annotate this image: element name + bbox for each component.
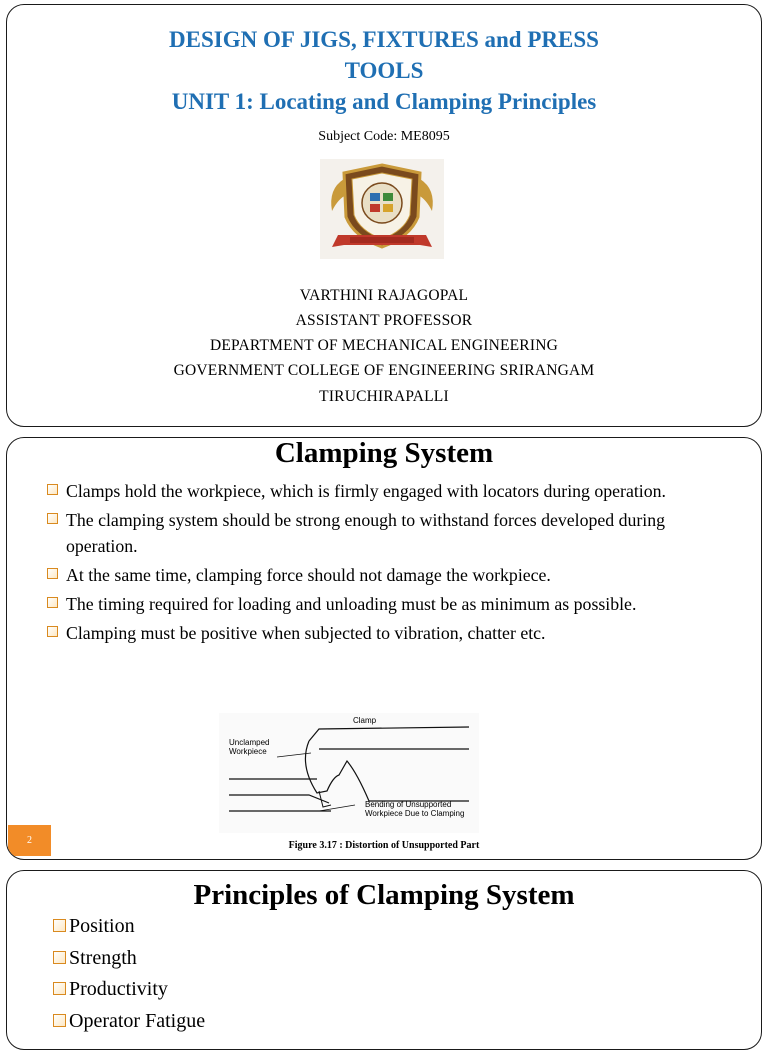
slide-title: Clamping System — [274, 437, 494, 469]
list-item: Productivity — [51, 974, 205, 1006]
checkbox-bullet-icon — [47, 597, 58, 608]
course-title-line1: DESIGN OF JIGS, FIXTURES and PRESS — [169, 27, 599, 52]
list-item: At the same time, clamping force should not damage the workpiece. — [45, 562, 705, 588]
checkbox-bullet-icon — [47, 626, 58, 637]
checkbox-bullet-icon — [47, 568, 58, 579]
author-department: DEPARTMENT OF MECHANICAL ENGINEERING — [210, 337, 558, 354]
list-item: Clamping must be positive when subjected to vibration, chatter etc. — [45, 620, 705, 646]
list-item: The timing required for loading and unloading must be as minimum as possible. — [45, 591, 705, 617]
label-bending: Bending of Unsupported — [365, 800, 452, 809]
label-workpiece: Workpiece — [229, 747, 267, 756]
subject-code: Subject Code: ME8095 — [318, 129, 450, 144]
distortion-figure — [219, 713, 479, 833]
author-designation: ASSISTANT PROFESSOR — [295, 312, 473, 329]
author-college: GOVERNMENT COLLEGE OF ENGINEERING SRIRANGAM — [173, 362, 595, 379]
principles-slide — [6, 870, 762, 1050]
label-unclamped: Unclamped — [229, 738, 270, 747]
checkbox-bullet-icon — [53, 1014, 66, 1027]
checkbox-bullet-icon — [53, 982, 66, 995]
bullet-list — [45, 478, 705, 649]
unit-title: UNIT 1: Locating and Clamping Principles — [171, 89, 597, 114]
list-item: Strength — [51, 943, 205, 975]
bullet-list — [51, 911, 205, 1037]
page-number: 2 — [8, 825, 51, 856]
clamping-system-slide — [6, 437, 762, 860]
author-city: TIRUCHIRAPALLI — [319, 388, 449, 405]
label-clamp: Clamp — [353, 716, 377, 725]
title-slide — [6, 4, 762, 427]
checkbox-bullet-icon — [47, 513, 58, 524]
list-item: Operator Fatigue — [51, 1006, 205, 1038]
checkbox-bullet-icon — [47, 484, 58, 495]
figure-caption: Figure 3.17 : Distortion of Unsupported Part — [288, 840, 480, 851]
checkbox-bullet-icon — [53, 919, 66, 932]
author-name: VARTHINI RAJAGOPAL — [299, 287, 469, 304]
course-title-line2: TOOLS — [344, 58, 424, 83]
list-item: Clamps hold the workpiece, which is firmly engaged with locators during operation. — [45, 478, 705, 504]
slide-title: Principles of Clamping System — [193, 879, 575, 911]
list-item: The clamping system should be strong enough to withstand forces developed during operation. — [45, 507, 705, 559]
college-emblem-icon — [320, 159, 444, 259]
label-bending-2: Workpiece Due to Clamping — [365, 809, 465, 818]
checkbox-bullet-icon — [53, 951, 66, 964]
list-item: Position — [51, 911, 205, 943]
